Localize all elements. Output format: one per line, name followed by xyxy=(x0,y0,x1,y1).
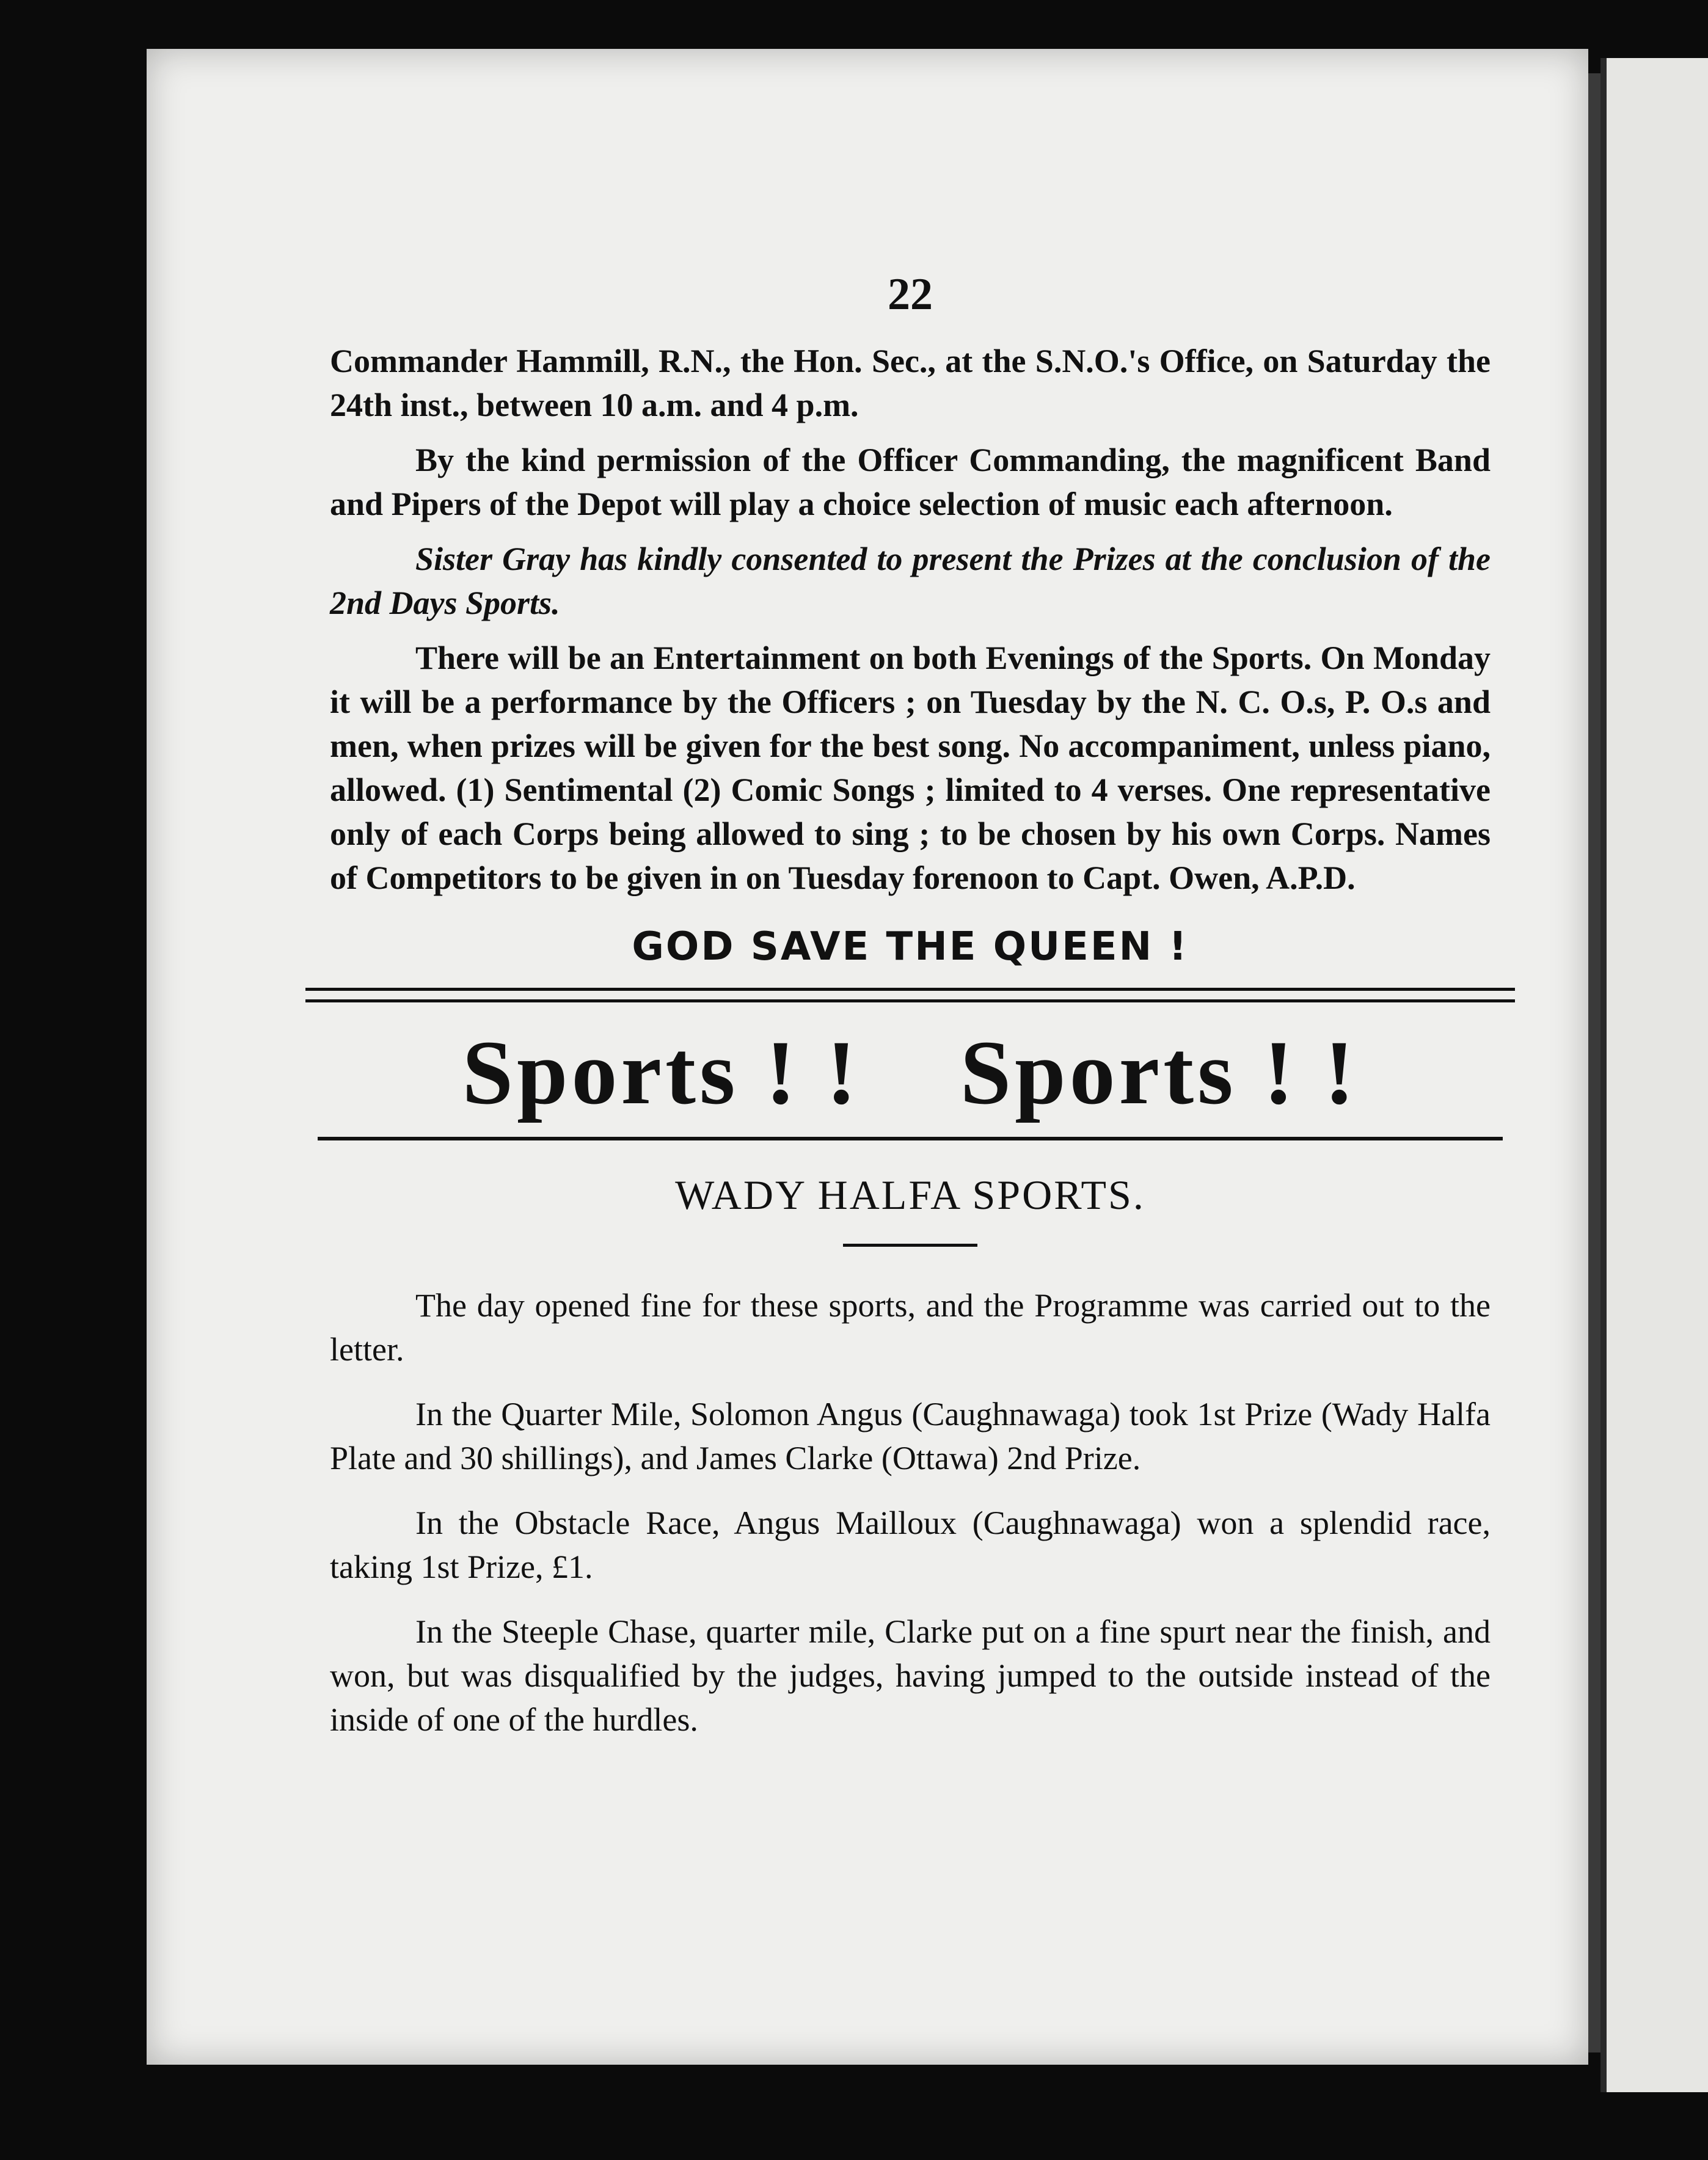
scanned-page xyxy=(147,49,1588,2065)
banner-word-left: Sports ! ! xyxy=(462,1022,861,1123)
banner-word-right: Sports ! ! xyxy=(960,1022,1359,1123)
paragraph-prizes: Sister Gray has kindly consented to present the Prizes at the conclusion of the 2nd Days Sports. xyxy=(330,541,1491,621)
page-content xyxy=(330,232,1491,1762)
section-heading: WADY HALFA SPORTS. xyxy=(675,1172,1145,1218)
report-section xyxy=(330,1283,1491,1742)
closing-line: GOD SAVE THE QUEEN ! xyxy=(632,924,1189,969)
report-paragraph-obstacle-race: In the Obstacle Race, Angus Mailloux (Caughnawaga) won a splendid race, taking 1st Prize, £1. xyxy=(330,1505,1491,1585)
report-paragraph-steeple-chase: In the Steeple Chase, quarter mile, Clarke put on a fine spurt near the finish, and won, but was disqualified by the judges, having jumped to the outside instead of the inside of one of the hurdles. xyxy=(330,1613,1491,1738)
paragraph-entertainment: There will be an Entertainment on both Evenings of the Sports. On Monday it will be a performance by the Officers ; on Tuesday by the N. C. O.s, P. O.s and men, when prizes will be given for the best song. No accompaniment, unless piano, allowed. (1) Sentimental (2) Comic Songs ; limited to 4 verses. One representative only of each Corps being allowed to sing ; to be chosen by his own Corps. Names of Competitors to be given in on Tuesday forenoon to Capt. Owen, A.P.D. xyxy=(330,640,1491,896)
short-rule-divider xyxy=(843,1244,977,1247)
page-number: 22 xyxy=(888,269,933,319)
book-gutter xyxy=(1587,73,1600,2052)
paragraph-registration: Commander Hammill, R.N., the Hon. Sec., at the S.N.O.'s Office, on Saturday the 24th inst., between 10 a.m. and 4 p.m. xyxy=(330,343,1491,423)
rule-divider xyxy=(318,1137,1503,1140)
sports-banner xyxy=(330,1021,1491,1125)
double-rule-divider xyxy=(305,988,1515,1002)
report-paragraph-quarter-mile: In the Quarter Mile, Solomon Angus (Caughnawaga) took 1st Prize (Wady Halfa Plate and 30 shillings), and James Clarke (Ottawa) 2nd Prize. xyxy=(330,1396,1491,1476)
adjacent-page-edge xyxy=(1600,58,1708,2092)
report-paragraph-opening: The day opened fine for these sports, and the Programme was carried out to the letter. xyxy=(330,1287,1491,1368)
paragraph-band: By the kind permission of the Officer Commanding, the magnificent Band and Pipers of the Depot will play a choice selection of music each afternoon. xyxy=(330,442,1491,522)
